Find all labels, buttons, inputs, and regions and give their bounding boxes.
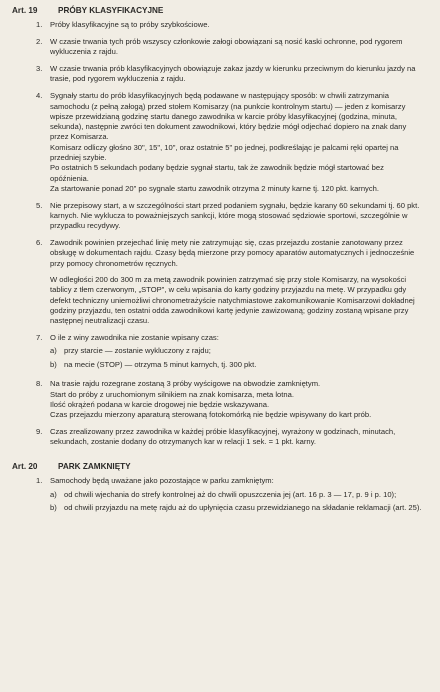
- article-20-items: [36, 476, 422, 516]
- item-text: Samochody będą uważane jako pozostające w parku zamkniętym:: [50, 476, 274, 486]
- article-19-heading: [12, 6, 422, 16]
- sub-item: a) przy starcie — zostanie wykluczony z rajdu;: [50, 346, 211, 356]
- list-item: 5. Nie przepisowy start, a w szczególności start przed podaniem sygnału, będzie karany 60 sekundami tj. 60 pkt. karnych. Nie wyklucza to poważniejszych sankcji, które mogą stosować sędziowie sportowi, szczególnie w przypadku recydywy.: [36, 201, 422, 232]
- list-item: 2. W czasie trwania tych prób wszyscy członkowie załogi obowiązani są nosić kaski ochronne, pod rygorem wykluczenia z rajdu.: [36, 37, 422, 58]
- article-20-heading: [12, 462, 422, 472]
- item-text: Sygnały startu do prób klasyfikacyjnych będą podawane w następujący sposób: w chwili zatrzymania samochodu (z pełną załogą) przed stołem Komisarzy (na punkcie kontrolnym startu) — jeden z komisarzy wpisze przewidzianą godzinę startu danego zawodnika w karcie próby klasyfikacyjnej (godzina, minuta, sekunda), następnie zwróci ten dokument zawodnikowi, który będzie mógł odjechać dopiero na znak dany przez Komisarza.: [50, 91, 407, 142]
- item-text: Próby klasyfikacyjne są to próby szybkościowe.: [50, 20, 210, 30]
- item-text: Czas przejazdu mierzony aparaturą sterowaną fotokomórką nie będzie wpisywany do kart prób.: [50, 410, 372, 420]
- item-text: W czasie trwania tych prób wszyscy członkowie załogi obowiązani są nosić kaski ochronne, pod rygorem wykluczenia z rajdu.: [50, 37, 403, 57]
- list-item: 4. Sygnały startu do prób klasyfikacyjnych będą podawane w następujący sposób: w chwili zatrzymania samochodu (z pełną załogą) przed stołem Komisarzy (na punkcie kontrolnym startu) — jeden z komisarzy wpisze przewidzianą godzinę startu danego zawodnika w karcie próby klasyfikacyjnej (godzina, minuta, sekunda), następnie zwróci ten dokument zawodnikowi, który będzie mógł odjechać dopiero na znak dany przez Komisarza. Komisarz odliczy głośno 30", 15", 10", oraz ostatnie 5" po jednej, podkreślając je palcami ręki opartej na przedniej szybie. Po ostatnich 5 sekundach podany będzie sygnał startu, tak że zawodnik będzie mógł startować bez opóźnienia. Za startowanie ponad 20" po sygnale startu zawodnik otrzyma 2 minuty karne tj. 120 pkt. karnych.: [36, 91, 422, 194]
- list-item: 3. W czasie trwania prób klasyfikacyjnych obowiązuje zakaz jazdy w kierunku przeciwnym do kierunku jazdy na trasie, pod rygorem wykluczenia z rajdu.: [36, 64, 422, 85]
- item-text: Nie przepisowy start, a w szczególności start przed podaniem sygnału, będzie karany 60 sekundami tj. 60 pkt. karnych. Nie wyklucza to poważniejszych sankcji, które mogą stosować sędziowie sportowi, szczególnie w przypadku recydywy.: [50, 200, 420, 231]
- sub-item: b) na mecie (STOP) — otrzyma 5 minut karnych, tj. 300 pkt.: [50, 359, 257, 369]
- article-title: PARK ZAMKNIĘTY: [58, 462, 131, 472]
- item-text: Po ostatnich 5 sekundach podany będzie sygnał startu, tak że zawodnik będzie mógł startować bez opóźnienia.: [50, 163, 384, 183]
- sub-item: b) od chwili przyjazdu na metę rajdu aż do upłynięcia czasu przewidzianego na składanie reklamacji (art. 25).: [50, 503, 422, 513]
- item-text: Na trasie rajdu rozegrane zostaną 3 próby wyścigowe na obwodzie zamkniętym.: [50, 379, 321, 389]
- article-19-items: [36, 20, 422, 447]
- item-text: Za startowanie ponad 20" po sygnale startu zawodnik otrzyma 2 minuty karne tj. 120 pkt. karnych.: [50, 183, 379, 193]
- list-item: 1. Samochody będą uważane jako pozostające w parku zamkniętym: a) od chwili wjechania do strefy kontrolnej aż do chwili opuszczenia jej (art. 16 p. 3 — 17, p. 9 i p. 10); b) od chwili przyjazdu na metę rajdu aż do upłynięcia czasu przewidzianego na składanie reklamacji (art. 25).: [36, 476, 422, 513]
- list-item: 8. Na trasie rajdu rozegrane zostaną 3 próby wyścigowe na obwodzie zamkniętym. Start do próby z uruchomionym silnikiem na znak komisarza, meta lotna. Ilość okrążeń podana w karcie drogowej nie będzie wskazywana. Czas przejazdu mierzony aparaturą sterowaną fotokomórką nie będzie wpisywany do kart prób.: [36, 379, 422, 420]
- item-text: Komisarz odliczy głośno 30", 15", 10", oraz ostatnie 5" po jednej, podkreślając je palcami ręki opartej na przedniej szybie.: [50, 142, 399, 163]
- article-number: Art. 19: [12, 6, 38, 15]
- item-text: Zawodnik powinien przejechać linię mety nie zatrzymując się, czas przejazdu zostanie zanotowany przez obsługę w dokumentach rajdu. Czasy będą mierzone przy pomocy aparatów automatycznych i jednocześnie przy pomocy chronometrów ręcznych.: [50, 238, 415, 268]
- list-item: 6. Zawodnik powinien przejechać linię mety nie zatrzymując się, czas przejazdu zostanie zanotowany przez obsługę w dokumentach rajdu. Czasy będą mierzone przy pomocy aparatów automatycznych i jednocześnie przy pomocy chronometrów ręcznych. W odległości 200 do 300 m za metą zawodnik powinien zatrzymać się przy stole Komisarzy, na wysokości tablicy z tłem czerwonym, „STOP", w celu wpisania do karty godziny przyjazdu na metę. W przypadku gdy defekt techniczny uniemożliwi chronometrażyście natychmiastowe zakomunikowanie Komisarzowi dokładnej godziny przyjazdu, ten ostatni odda zawodnikowi kartę jedynie zawizowaną; godziny zostaną wpisane przy następnej neutralizacji czasu.: [36, 238, 422, 326]
- item-text: Start do próby z uruchomionym silnikiem na znak komisarza, meta lotna.: [50, 389, 294, 399]
- item-text: W czasie trwania prób klasyfikacyjnych obowiązuje zakaz jazdy w kierunku przeciwnym do kierunku jazdy na trasie, pod rygorem wykluczenia z rajdu.: [50, 64, 416, 84]
- list-item: 7. O ile z winy zawodnika nie zostanie wpisany czas: a) przy starcie — zostanie wykluczony z rajdu; b) na mecie (STOP) — otrzyma 5 minut karnych, tj. 300 pkt.: [36, 333, 422, 373]
- article-number: Art. 20: [12, 462, 38, 472]
- sub-item: a) od chwili wjechania do strefy kontrolnej aż do chwili opuszczenia jej (art. 16 p. 3 — 17, p. 9 i p. 10);: [50, 489, 397, 499]
- article-title: PRÓBY KLASYFIKACYJNE: [58, 6, 164, 15]
- item-text: W odległości 200 do 300 m za metą zawodnik powinien zatrzymać się przy stole Komisarzy, na wysokości tablicy z tłem czerwonym, „STOP", w celu wpisania do karty godziny przyjazdu na metę. W przypadku gdy defekt techniczny uniemożliwi chronometrażyście natychmiastowe zakomunikowanie Komisarzowi dokładnej godziny przyjazdu, ten ostatni odda zawodnikowi kartę jedynie zawizowaną; godziny zostaną wpisane przy następnej neutralizacji czasu.: [50, 275, 415, 326]
- list-item: 9. Czas zrealizowany przez zawodnika w każdej próbie klasyfikacyjnej, wyrażony w godzinach, minutach, sekundach, zostanie dodany do otrzymanych kar w relacji 1 sek. = 1 pkt. karny.: [36, 427, 422, 448]
- item-text: O ile z winy zawodnika nie zostanie wpisany czas:: [50, 333, 219, 343]
- item-text: Ilość okrążeń podana w karcie drogowej nie będzie wskazywana.: [50, 400, 270, 409]
- list-item: 1. Próby klasyfikacyjne są to próby szybkościowe.: [36, 20, 422, 30]
- item-text: Czas zrealizowany przez zawodnika w każdej próbie klasyfikacyjnej, wyrażony w godzinach, minutach, sekundach, zostanie dodany do otrzymanych kar w relacji 1 sek. = 1 pkt. karny.: [50, 427, 396, 447]
